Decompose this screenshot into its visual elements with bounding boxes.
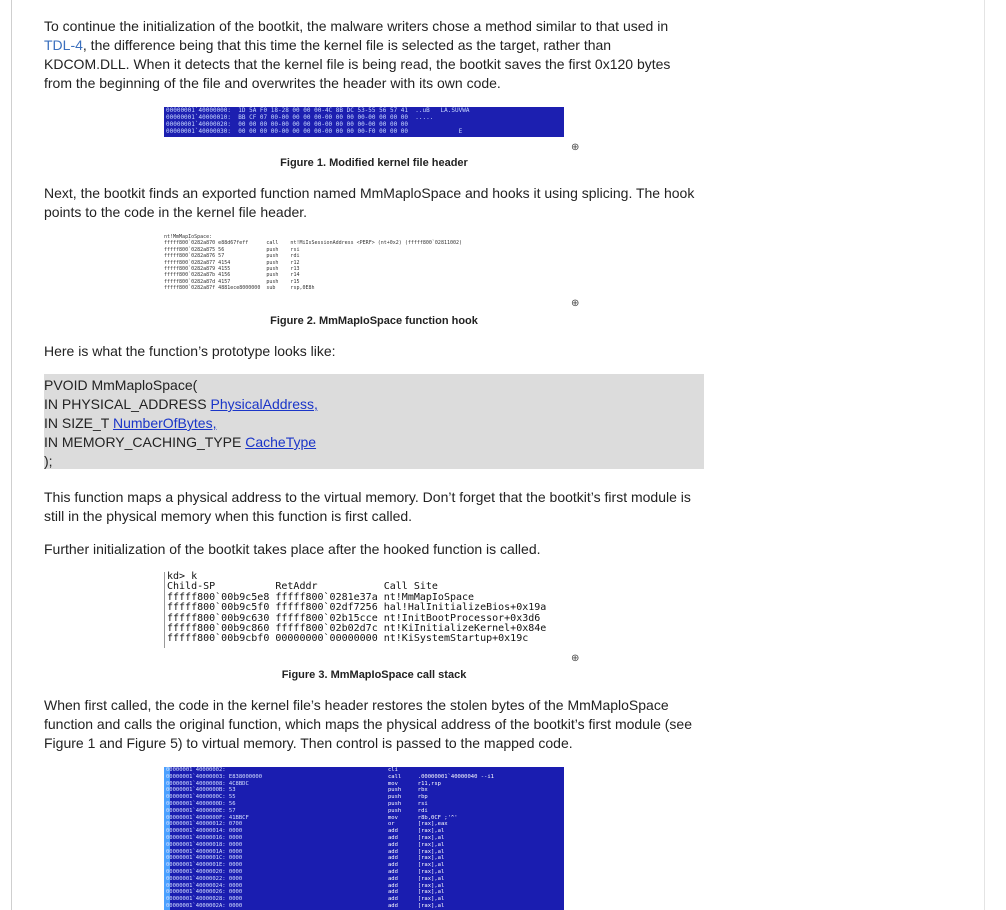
disasm-address: 00000001`4000000D: 56 xyxy=(166,801,236,807)
figure-2-line: nt!MmMapIoSpace: xyxy=(164,234,213,240)
disasm-address: 00000001`4000000C: 55 xyxy=(166,794,236,801)
magnifier-plus-icon[interactable]: ⊕ xyxy=(571,142,580,153)
disasm-address: 00000001`4000001C: 0000 xyxy=(166,855,243,862)
disasm-instruction: add [rax],al xyxy=(388,848,445,855)
figure-3-line: fffff800`00b9c860 fffff800`02b02d7c nt!KiInitializeKernel+0x84e xyxy=(167,623,547,634)
p2-line2: points to the code in the kernel file header. xyxy=(44,204,308,220)
disasm-instruction: mov r8b,0CF ;'^' xyxy=(388,814,458,821)
disasm-instruction: cli xyxy=(388,767,398,773)
prototype-line-1: PVOID MmMaploSpace( xyxy=(44,377,198,393)
figure-2-line: fffff800`0282a87f 4881ece8000000 sub rsp,0E8h xyxy=(164,285,315,292)
prototype-line-2 xyxy=(44,395,318,414)
p4-line1: This function maps a physical address to the virtual memory. Don’t forget that the bootkit’s first module is xyxy=(44,489,691,505)
figure-2-image xyxy=(164,234,584,296)
right-border xyxy=(984,0,985,910)
disasm-instruction: add [rax],al xyxy=(388,896,445,903)
disasm-address: 00000001`40000012: 0700 xyxy=(166,821,243,828)
disasm-instruction: add [rax],al xyxy=(388,841,445,848)
disasm-address: 00000001`4000002A: 0000 xyxy=(166,903,243,909)
figure-1-row: 00000001`40000000: 1D 5A F0 18-28 00 00 00-4C 8B DC 53-55 56 57 41 ..uB LA.SUVWA xyxy=(166,107,470,114)
disasm-address: 00000001`40000020: 0000 xyxy=(166,869,243,875)
figure-3-line: Child-SP RetAddr Call Site xyxy=(167,581,438,593)
paragraph-2 xyxy=(44,184,704,222)
figure-5-image xyxy=(164,767,564,910)
disasm-instruction: push rbx xyxy=(388,787,428,794)
magnifier-plus-icon[interactable]: ⊕ xyxy=(571,298,580,309)
tdl4-link[interactable]: TDL-4 xyxy=(44,37,83,53)
figure-2-line: fffff800`0282a877 4154 push r12 xyxy=(164,259,300,266)
prototype-code-box xyxy=(44,374,704,469)
figure-2-line: fffff800`0282a87b 4156 push r14 xyxy=(164,272,300,279)
p4-line2: still in the physical memory when this function is first called. xyxy=(44,508,413,524)
disasm-address: 00000001`40000003: E838000000 xyxy=(166,773,263,780)
disasm-instruction: add [rax],al xyxy=(388,869,445,875)
disasm-instruction: add [rax],al xyxy=(388,855,445,862)
disasm-instruction: or [rax],eax xyxy=(388,821,448,828)
disasm-address: 00000001`40000014: 0000 xyxy=(166,828,243,835)
disasm-instruction: add [rax],al xyxy=(388,889,445,896)
disasm-instruction: push rdi xyxy=(388,807,428,814)
figure-1-caption: Figure 1. Modified kernel file header xyxy=(280,157,468,169)
prototype-param-type: IN SIZE_T xyxy=(44,415,113,431)
figure-2-line: fffff800`0282a875 56 push rsi xyxy=(164,246,300,253)
figure-3-line: kd> k xyxy=(167,571,198,582)
figure-1-image xyxy=(164,107,564,137)
disasm-address: 00000001`40000022: 0000 xyxy=(166,875,243,882)
left-border xyxy=(11,0,12,910)
figure-1-row: 00000001`40000020: 00 00 00 00-00 00 00 00-00 00 00 00-00 00 00 00 xyxy=(166,121,409,128)
disasm-address: 00000001`40000016: 0000 xyxy=(166,835,243,841)
prototype-param-type: IN PHYSICAL_ADDRESS xyxy=(44,396,211,412)
number-of-bytes-link[interactable]: NumberOfBytes, xyxy=(112,415,217,431)
figure-3-line: fffff800`00b9c630 fffff800`02b15cce nt!InitBootProcessor+0x3d6 xyxy=(167,612,541,624)
disasm-instruction: add [rax],al xyxy=(388,835,445,841)
figure-3-line: fffff800`00b9cbf0 00000000`00000000 nt!KiSystemStartup+0x19c xyxy=(167,633,529,645)
figure-3-image xyxy=(164,572,575,648)
paragraph-5: Further initialization of the bootkit takes place after the hooked function is called. xyxy=(44,541,541,557)
figure-2-line: fffff800`0282a876 57 push rdi xyxy=(164,253,300,260)
magnifier-plus-icon[interactable]: ⊕ xyxy=(571,653,580,664)
disasm-instruction: push rbp xyxy=(388,794,428,801)
disasm-address: 00000001`40000008: 4C8BDC xyxy=(166,780,249,787)
physical-address-link[interactable]: PhysicalAddress, xyxy=(210,396,318,412)
p1-line1: To continue the initialization of the bootkit, the malware writers chose a method similar to that used in xyxy=(44,18,669,34)
disasm-address: 00000001`4000000B: 53 xyxy=(166,787,236,794)
p6-line1: When first called, the code in the kernel file’s header restores the stolen bytes of the MmMaploSpace xyxy=(44,697,669,713)
p1-line4: from the beginning of the file and overwrites the header with its own code. xyxy=(44,75,501,91)
p2-line1: Next, the bootkit finds an exported function named MmMaploSpace and hooks it using splicing. The hook xyxy=(44,185,695,201)
figure-2-caption: Figure 2. MmMapIoSpace function hook xyxy=(270,315,478,327)
prototype-line-3 xyxy=(44,414,216,433)
figure-2-line: fffff800`0282a87d 4157 push r15 xyxy=(164,278,300,285)
disasm-instruction: add [rax],al xyxy=(388,882,445,889)
disasm-instruction: add [rax],al xyxy=(388,903,445,909)
disasm-address: 00000001`40000028: 0000 xyxy=(166,896,243,903)
prototype-line-4 xyxy=(44,433,316,452)
disasm-instruction: mov r11,rsp xyxy=(388,780,441,787)
paragraph-4 xyxy=(44,488,704,526)
p6-line2: function and calls the original function, which maps the physical address of the bootkit’s first module (see xyxy=(44,716,692,732)
disasm-instruction: call .00000001`40000040 --i1 xyxy=(388,773,494,780)
disasm-address: 00000001`40000024: 0000 xyxy=(166,882,243,889)
disasm-address: 00000001`40000002: xyxy=(166,767,226,773)
prototype-line-5: ); xyxy=(44,453,53,469)
disasm-address: 00000001`4000001E: 0000 xyxy=(166,862,243,869)
prototype-param-type: IN MEMORY_CACHING_TYPE xyxy=(44,434,246,450)
figure-2-line: fffff800`0282a879 4155 push r13 xyxy=(164,266,300,272)
disasm-address: 00000001`40000026: 0000 xyxy=(166,889,243,896)
p1-line3: KDCOM.DLL. When it detects that the kernel file is being read, the bootkit saves the first 0x120 bytes xyxy=(44,56,671,72)
disasm-instruction: add [rax],al xyxy=(388,828,445,835)
p6-line3: Figure 1 and Figure 5) to virtual memory. Then control is passed to the mapped code. xyxy=(44,735,573,751)
figure-3-line: fffff800`00b9c5f0 fffff800`02df7256 hal!HalInitializeBios+0x19a xyxy=(167,602,547,614)
paragraph-6 xyxy=(44,696,704,753)
figure-3-caption: Figure 3. MmMapIoSpace call stack xyxy=(281,669,467,681)
disasm-instruction: push rsi xyxy=(388,801,428,807)
p1-after-link: , the difference being that this time the kernel file is selected as the target, rather than xyxy=(82,37,612,53)
disasm-instruction: add [rax],al xyxy=(388,862,445,869)
disasm-address: 00000001`4000000F: 41BBCF xyxy=(166,814,249,821)
figure-1-row: 00000001`40000030: 00 00 00 00-00 00 00 00-00 00 00 00-F0 00 00 00 E xyxy=(166,128,463,135)
figure-3-line: fffff800`00b9c5e8 fffff800`0281e37a nt!MmMapIoSpace xyxy=(167,591,475,603)
disasm-address: 00000001`4000001A: 0000 xyxy=(166,848,243,855)
paragraph-1 xyxy=(44,17,704,93)
figure-1-row: 00000001`40000010: BB CF 07 00-00 00 00 00-00 00 00 00-00 00 00 00 ..... xyxy=(166,114,434,121)
disasm-instruction: add [rax],al xyxy=(388,875,445,882)
cache-type-link[interactable]: CacheType xyxy=(245,434,317,450)
disasm-address: 00000001`4000000E: 57 xyxy=(166,807,236,814)
disasm-address: 00000001`40000018: 0000 xyxy=(166,841,243,848)
figure-2-line: fffff800`0282a870 e88d67feff call nt!MiIsSessionAddress <PERF> (nt+0x2) (fffff800`02811002) xyxy=(164,240,463,247)
paragraph-3: Here is what the function’s prototype looks like: xyxy=(44,343,336,359)
